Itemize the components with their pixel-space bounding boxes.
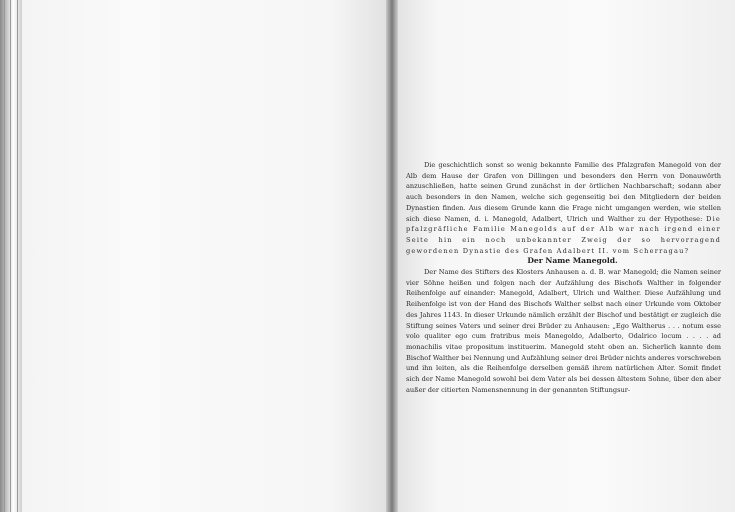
page-edge-line bbox=[4, 0, 5, 512]
paragraph-2: Der Name des Stifters des Klosters Anhausen a. d. B. war Manegold; die Namen seiner vier Söhne heißen und folgen nach der Aufzählung des Bischofs Walther in folgender Reihenfolge auf einander: Manegold, Adalbert, Ulrich und Walther. Diese Aufzählung und Reihenfolge ist von der Hand des Bischofs Walther selbst nach einer Urkunde vom Oktober des Jahres 1143. In dieser Urkunde nämlich erzählt der Bischof und bestätigt er zugleich die Stiftung seines Vaters und seiner drei Brüder zu Anhausen: „Ego Waltherus . . . notum esse volo qualiter ego cum fratribus meis Manegoldo, Adalberto, Odalrico locum . . . . ad monachilis vitae propositum instituerim. Manegold steht oben an. Sicherlich kannte dem Bischof Walther bei Nennung und Aufzählung seiner drei Brüder nichts anderes vorschweben und ihn leiten, als die Reihenfolge derselben gemäß ihrem natürlichen Alter. Somit findet sich der Name Manegold sowohl bei dem Vater als bei dessen ältestem Sohne, über den aber außer der citierten Namensnennung in der genannten Stiftungsur- bbox=[406, 268, 721, 394]
paragraph-1-text: Die geschichtlich sonst so wenig bekannte Familie des Pfalzgrafen Manegold von der Alb dem Hause der Grafen von Dillingen und besonders den Herrn von Donauwörth anzuschließen, hatte seinen Grund zunächst in der örtlichen Nachbarschaft; sodann aber auch besonders in den Namen, welche sich gegenseitig bei den Mitgliedern der beiden Dynastien finden. Aus diesem Grunde kann die Frage nicht umgangen werden, wie stellen sich diese Namen, d. i. Manegold, Adalbert, Ulrich und Walther zu der Hypothese: bbox=[406, 161, 721, 223]
section-heading: Der Name Manegold. bbox=[527, 256, 618, 266]
right-page bbox=[398, 0, 735, 512]
left-page-blank bbox=[22, 0, 386, 512]
book-gutter bbox=[386, 0, 398, 512]
page-text bbox=[406, 160, 721, 395]
page-edge-line bbox=[17, 0, 18, 512]
page-edge-line bbox=[10, 0, 11, 512]
paragraph-1 bbox=[406, 160, 721, 256]
paragraph-1-spaced-text: Die pfalzgräfliche Familie Manegolds auf der Alb war nach irgend einer Seite hin ein noch unbekannter Zweig der so hervorragend gewordenen Dynastie des Grafen Adalbert II. vom Scherragau? bbox=[406, 214, 721, 255]
